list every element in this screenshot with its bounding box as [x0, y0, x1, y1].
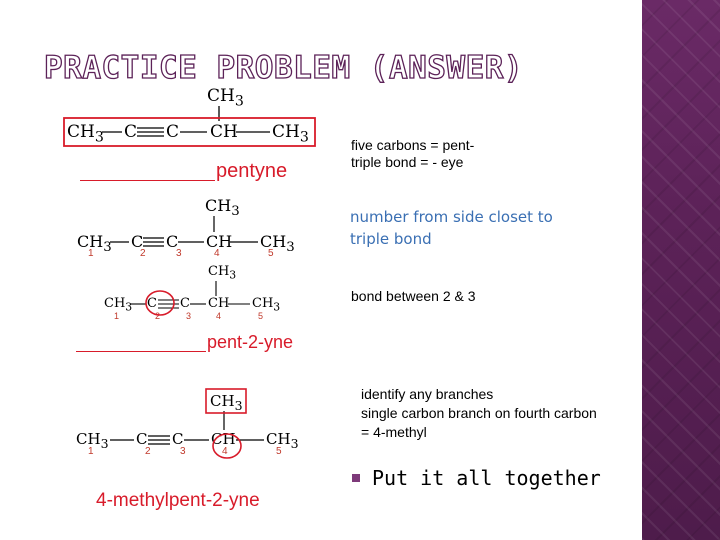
slide-title: PRACTICE PROBLEM (ANSWER) — [44, 50, 524, 86]
carbon-number-2: 2 — [140, 248, 146, 259]
highlight-carbon-4 — [213, 434, 241, 458]
carbon-number-4: 4 — [222, 446, 228, 457]
carbon-number-4: 4 — [216, 311, 222, 321]
carbon-5-label: $CH_3$ — [260, 232, 295, 256]
carbon-number-1: 1 — [88, 446, 94, 457]
carbon-number-3: 3 — [176, 248, 182, 259]
note-step4: identify any branches single carbon branch on fourth carbon = 4-methyl — [361, 386, 597, 440]
note-step1: five carbons = pent- triple bond = - eye — [351, 137, 475, 170]
methyl-branch-label: $CH_3$ — [208, 264, 237, 282]
carbon-1-label: $CH_3$ — [76, 430, 109, 451]
carbon-1-label: $CH_3$ — [77, 232, 112, 256]
carbon-number-5: 5 — [258, 311, 264, 321]
bullet-text: Put it all together — [372, 466, 601, 490]
name-step1: pentyne — [216, 160, 288, 182]
carbon-number-4: 4 — [214, 248, 220, 259]
carbon-number-3: 3 — [186, 311, 192, 321]
carbon-number-1: 1 — [114, 311, 120, 321]
carbon-number-5: 5 — [276, 446, 282, 457]
carbon-3-label: C — [166, 122, 180, 142]
carbon-3-label: C — [166, 232, 179, 251]
carbon-number-3: 3 — [180, 446, 186, 457]
carbon-5-label: $CH_3$ — [266, 430, 299, 451]
name-final: 4-methylpent-2-yne — [96, 490, 260, 511]
bullet-put-together — [352, 466, 601, 490]
note-step2: number from side closet to triple bond — [350, 208, 553, 248]
carbon-4-label: CH — [210, 122, 238, 142]
carbon-number-1: 1 — [88, 248, 94, 259]
carbon-4-label: CH — [208, 296, 230, 311]
methyl-branch-label: $CH_3$ — [205, 196, 240, 220]
name-step3: pent-2-yne — [207, 332, 294, 352]
carbon-5-label: $CH_3$ — [272, 122, 309, 146]
carbon-number-2: 2 — [155, 311, 161, 321]
carbon-3-label: C — [180, 296, 190, 311]
highlight-triple-bond — [146, 291, 174, 315]
carbon-3-label: C — [172, 430, 184, 448]
carbon-1-label: $CH_3$ — [67, 122, 104, 146]
carbon-2-label: C — [147, 296, 157, 311]
note-step3: bond between 2 & 3 — [351, 288, 476, 304]
carbon-2-label: C — [131, 232, 144, 251]
bullet-square-icon — [352, 474, 360, 482]
carbon-2-label: C — [136, 430, 148, 448]
carbon-4-label: CH — [211, 430, 236, 448]
carbon-2-label: C — [124, 122, 138, 142]
carbon-4-label: CH — [206, 232, 233, 251]
carbon-5-label: $CH_3$ — [252, 296, 281, 314]
carbon-number-5: 5 — [268, 248, 274, 259]
methyl-branch-label: $CH_3$ — [210, 392, 243, 413]
carbon-1-label: $CH_3$ — [104, 296, 133, 314]
methyl-branch-label: $CH_3$ — [207, 86, 244, 110]
highlight-methyl-box — [206, 389, 246, 413]
carbon-number-2: 2 — [145, 446, 151, 457]
